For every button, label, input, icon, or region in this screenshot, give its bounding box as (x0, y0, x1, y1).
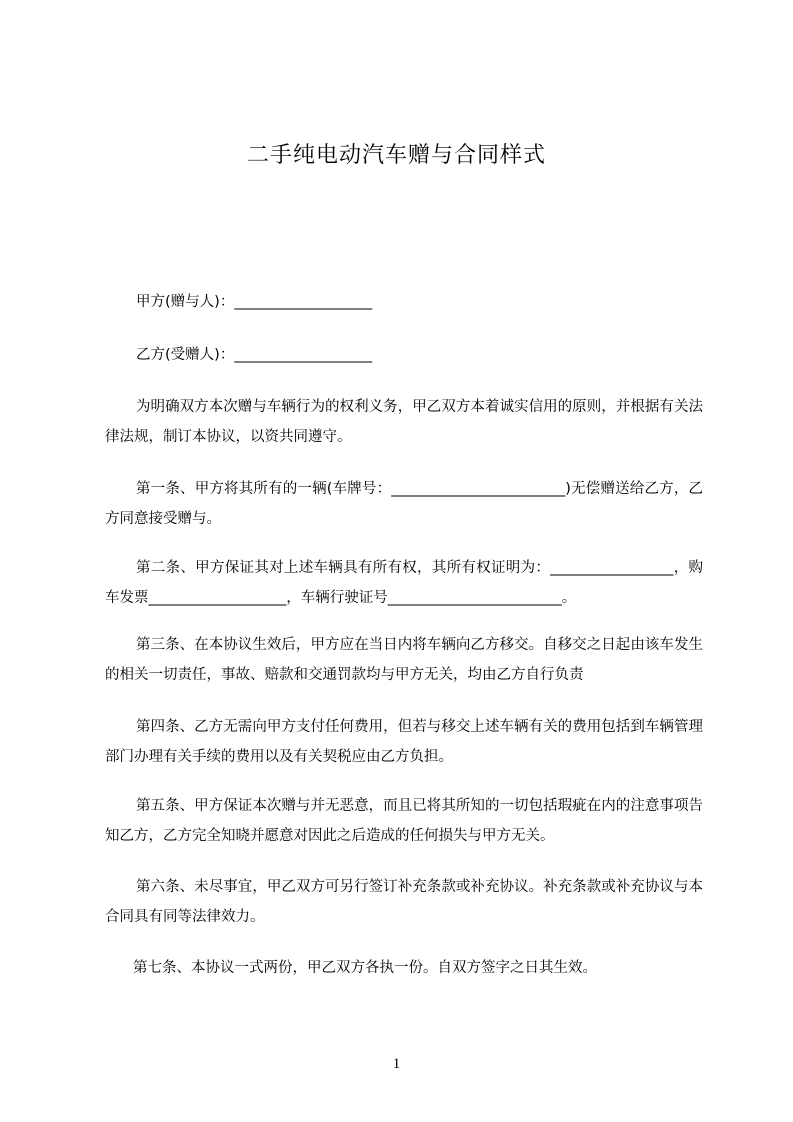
article-1: 第一条、甲方将其所有的一辆(车牌号：________________________)无偿赠送给乙方，乙方同意接受赠与。 (105, 481, 703, 527)
party-a-line: 甲方(赠与人)：___________________ (136, 294, 373, 310)
document-title: 二手纯电动汽车赠与合同样式 (246, 143, 546, 168)
preamble-paragraph: 为明确双方本次赠与车辆行为的权利义务，甲乙双方本着诚实信用的原则，并根据有关法律法规，制订本协议，以资共同遵守。 (105, 399, 703, 445)
article-3: 第三条、在本协议生效后，甲方应在当日内将车辆向乙方移交。自移交之日起由该车发生的相关一切责任，事故、赔款和交通罚款均与甲方无关，均由乙方自行负责 (105, 637, 703, 683)
article-7: 第七条、本协议一式两份，甲乙双方各执一份。自双方签字之日其生效。 (133, 960, 597, 976)
article-5: 第五条、甲方保证本次赠与并无恶意，而且已将其所知的一切包括瑕疵在内的注意事项告知乙方，乙方完全知晓并愿意对因此之后造成的任何损失与甲方无关。 (105, 798, 703, 844)
party-b-line: 乙方(受赠人)：___________________ (136, 347, 373, 363)
page-number: 1 (392, 1056, 401, 1072)
article-6: 第六条、未尽事宜，甲乙双方可另行签订补充条款或补充协议。补充条款或补充协议与本合同具有同等法律效力。 (105, 879, 703, 925)
article-2: 第二条、甲方保证其对上述车辆具有所有权，其所有权证明为：_________________，购车发票___________________，车辆行驶证号________________________。 (105, 560, 703, 606)
article-4: 第四条、乙方无需向甲方支付任何费用，但若与移交上述车辆有关的费用包括到车辆管理部门办理有关手续的费用以及有关契税应由乙方负担。 (105, 719, 703, 765)
